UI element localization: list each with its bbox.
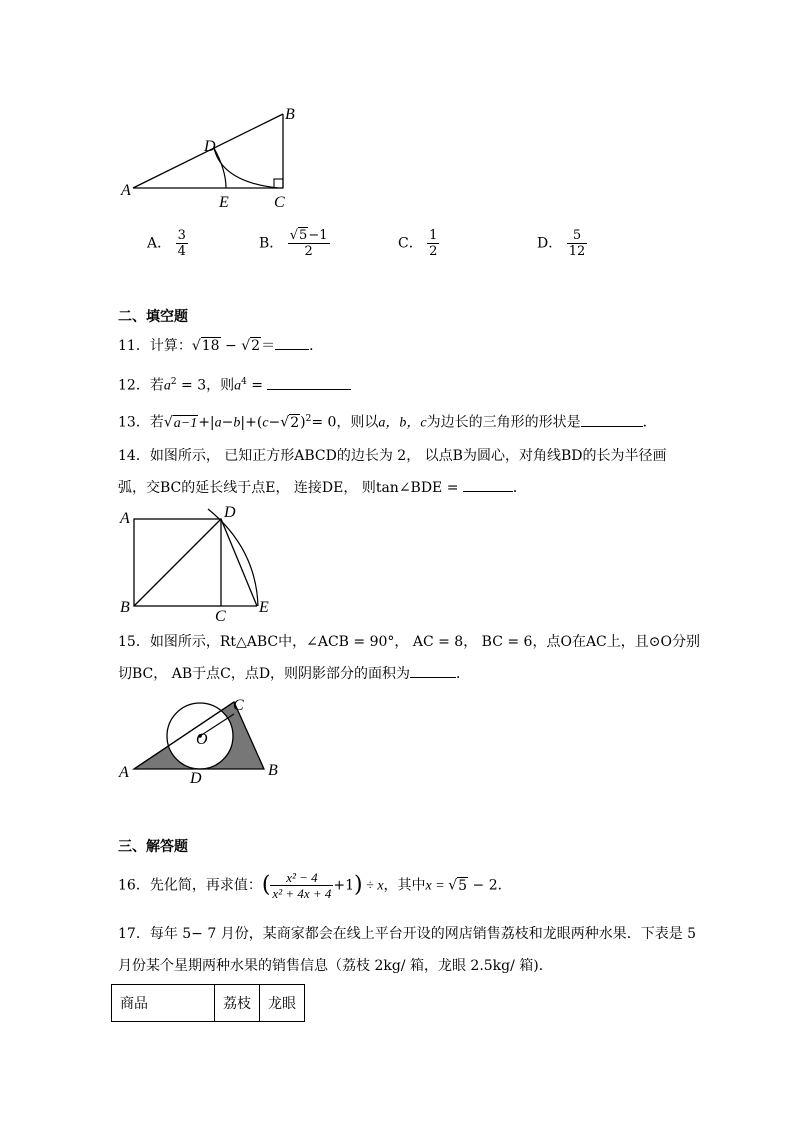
table-header-row [112, 985, 305, 1022]
fig2-label-a: A [120, 510, 130, 527]
section-solve-title: 三、解答题 [118, 839, 188, 855]
fig2-label-b: B [120, 599, 130, 616]
figure-square-arc [116, 500, 286, 625]
fig1-label-c: C [274, 194, 285, 211]
section-fill-blank-title: 二、填空题 [118, 309, 188, 325]
fig1-label-e: E [219, 194, 229, 211]
fig3-label-b: B [268, 762, 278, 779]
option-c: C． $\frac{1}{2}$ [398, 228, 438, 259]
option-a: A． $\frac{3}{4}$ [147, 228, 186, 259]
sales-table [111, 984, 305, 1022]
fig2-label-d: D [224, 504, 236, 521]
fig2-label-e: E [259, 599, 269, 616]
question-16: 16．先化简，再求值：( $\frac{\text{x² − 4}}{\text{x² + 4x + 4}}$ +1) ÷ x，其中x = √5 − 2． [118, 870, 512, 901]
option-b: B． $\frac{√5-1}{2}$ [259, 228, 328, 259]
fig3-label-o: O [196, 731, 208, 748]
question-17-line2: 月份某个星期两种水果的销售信息（荔枝 2kg/ 箱，龙眼 2.5kg/ 箱)． [118, 958, 553, 974]
question-12: 12．若$a^2 = 3$，则$a^4$ = [118, 372, 351, 397]
figure-circle-triangle [116, 690, 291, 790]
fig1-label-b: B [285, 106, 295, 123]
question-11: 11．计算：√18 − √2＝ ． [118, 338, 324, 354]
fig1-label-a: A [121, 182, 131, 199]
question-15-line2: 切BC， AB于点C，点D，则阴影部分的面积为 ． [118, 666, 471, 682]
table-header-cell: 荔枝 [215, 985, 260, 1022]
question-15-line1: 15．如图所示，Rt△ABC中，∠ACB = 90°， AC = 8， BC = 6，点O在AC上，且⊙O分别 [118, 634, 700, 650]
fig3-label-d: D [190, 770, 202, 787]
fig3-label-a: A [119, 764, 129, 781]
question-13: 13．若$√a-1+|a-b|+(c-√2)^2= 0$，则以a，b，c为边长的三角形的形状是 ． [118, 414, 657, 431]
question-14-line2: 弧，交BC的延长线于点E， 连接DE， 则tan∠BDE = ． [118, 480, 527, 496]
question-14-line1: 14．如图所示， 已知正方形ABCD的边长为 2， 以点B为圆心，对角线BD的长为半径画 [118, 448, 667, 464]
fig2-label-c: C [215, 608, 226, 625]
fig1-label-d: D [204, 138, 216, 155]
table-header-cell: 商品 [112, 985, 215, 1022]
table-header-cell: 龙眼 [260, 985, 305, 1022]
figure-triangle-arc [118, 100, 308, 215]
fig3-label-c: C [233, 697, 244, 714]
option-d: D． $\frac{5}{12}$ [537, 228, 586, 259]
question-17-line1: 17．每年 5− 7 月份，某商家都会在线上平台开设的网店销售荔枝和龙眼两种水果．下表是 5 [118, 926, 697, 942]
